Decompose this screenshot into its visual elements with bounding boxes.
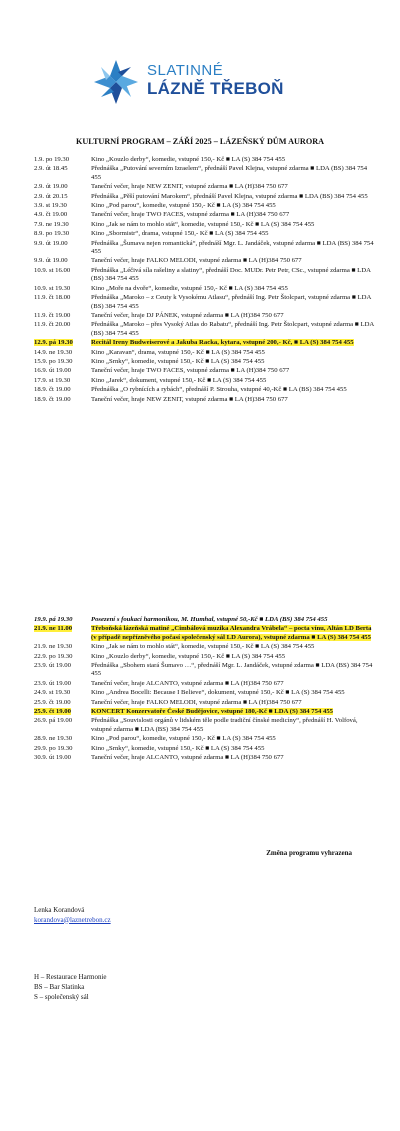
event-text: Taneční večer, hraje FALKO MELODI, vstupné zdarma ■ LA (H)384 750 677 [91,698,302,706]
event-text: Kino „Jak se nám to mohlo stát“, komedie, vstupné 150,- Kč ■ LA (S) 384 754 455 [91,220,315,228]
event-list-bottom [34,616,374,764]
event-date: 25.9. čt 19.00 [34,708,71,716]
event-row [34,680,374,688]
event-date: 1.9. po 19.30 [34,156,70,163]
event-text: Kino „Jarek“, dokument, vstupné 150,- Kč ■ LA (S) 384 754 455 [91,376,267,384]
event-date: 25.9. čt 19.00 [34,698,71,706]
event-row [34,625,374,642]
event-text: Přednáška „Sbohem stará Šumavo …“, přednáší Mgr. L. Jandáček, vstupné zdarma ■ LDA (BS) 384 754 455 [91,662,373,678]
event-date: 4.9. čt 19.00 [34,211,68,219]
event-date: 14.9. ne 19.30 [34,348,73,356]
contact-name: Lenka Korandová [34,906,85,914]
event-row [34,211,374,219]
event-date: 23.9. út 19.00 [34,662,71,670]
event-text: Taneční večer, hraje NEW ZENIT, vstupné zdarma ■ LA (H)384 750 677 [91,395,288,403]
event-row [34,257,374,265]
event-text: Posezení s foukací harmonikou, M. Humhal, vstupné 50,-Kč ■ LDA (BS) 384 754 455 [91,616,328,623]
event-text: Taneční večer, hraje TWO FACES, vstupné zdarma ■ LA (H)384 750 677 [91,211,290,219]
event-row [34,708,374,716]
event-row [34,396,374,404]
event-text: Přednáška „Souvislosti orgánů v lidském těle podle tradiční čínské medicíny“, přednáší H. Volfová, vstupné zdarma ■ LDA (BS) 384 754 455 [91,717,358,733]
event-text: Recitál Ireny Budweiserové a Jakuba Racka, kytara, vstupné 200,- Kč, ■ LA (S) 384 754 455 [91,339,354,347]
event-date: 26.9. pá 19.00 [34,717,73,725]
event-date: 11.9. čt 19.00 [34,311,71,319]
event-row [34,285,374,293]
event-date: 22.9. po 19.30 [34,652,73,660]
event-row [34,653,374,661]
event-row [34,367,374,375]
event-date: 23.9. út 19.00 [34,679,71,687]
event-text: Kino „Sbormistr“, drama, vstupné 150,- Kč ■ LA (S) 384 754 455 [91,230,269,238]
event-text: Taneční večer, hraje ALCANTO, vstupné zdarma ■ LA (H)384 750 677 [91,754,284,762]
event-text: Kino „Kouzlo derby“, komedie, vstupné 150,- Kč ■ LA (S) 384 754 455 [91,652,286,660]
event-row [34,267,374,284]
event-text: Taneční večer, hraje DJ PÁNEK, vstupné zdarma ■ LA (H)384 750 677 [91,311,284,319]
event-text: Kino „Pod parou“, komedie, vstupné 150,- Kč ■ LA (S) 384 754 455 [91,735,276,743]
contact-email-link[interactable]: korandova@laznetrebon.cz [34,915,111,924]
event-row [34,745,374,753]
event-text: Kino „Pod parou“, komedie, vstupné 150,- Kč ■ LA (S) 384 754 455 [91,202,276,210]
event-row [34,156,374,164]
event-text: Přednáška „Šumava nejen romantická“, přednáší Mgr. L. Jandáček, vstupné zdarma ■ LDA (BS) 384 754 455 [91,239,374,256]
event-row [34,754,374,762]
event-text: Přednáška „Pěší putování Marokem“, přednáší Pavel Klejna, vstupné zdarma ■ LDA (BS) 384 754 455 [91,192,368,200]
event-text: Kino „Srnky“, komedie, vstupné 150,- Kč ■ LA (S) 384 754 455 [91,744,265,752]
event-date: 21.9. ne 19.30 [34,643,73,651]
event-row [34,643,374,651]
program-change-note: Změna programu vyhrazena [266,849,352,857]
event-date: 7.9. ne 19.30 [34,220,69,228]
event-text: Přednáška „Maroko – z Ceuty k Vysokému Atlasu“, přednáší Ing. Petr Štolcpart, vstupné zdarma ■ LDA (BS) 384 754 455 [91,294,371,310]
event-row [34,221,374,229]
legend-item: H – Restaurace Harmonie [34,973,107,981]
event-row [34,717,374,734]
event-date: 17.9. st 19.30 [34,376,71,384]
event-text: Taneční večer, hraje TWO FACES, vstupné zdarma ■ LA (H)384 750 677 [91,367,290,375]
event-date: 12.9. pá 19.30 [34,339,73,347]
event-row [34,294,374,311]
event-text: Kino „Kouzlo derby“, komedie, vstupné 150,- Kč ■ LA (S) 384 754 455 [91,156,286,163]
event-date: 15.9. po 19.30 [34,357,73,365]
event-text: Taneční večer, hraje NEW ZENIT, vstupné zdarma ■ LA (H)384 750 677 [91,183,288,191]
event-date: 9.9. út 19.00 [34,257,68,265]
event-date: 29.9. po 19.30 [34,744,73,752]
legend-block [34,972,107,1002]
event-row [34,230,374,238]
event-text: Taneční večer, hraje ALCANTO, vstupné zdarma ■ LA (H)384 750 677 [91,679,284,687]
event-row [34,240,374,257]
event-row [34,349,374,357]
event-date: 10.9. st 19.30 [34,284,71,292]
event-date: 11.9. čt 20.00 [34,321,71,329]
event-row [34,202,374,210]
event-list-top [34,156,374,405]
event-date: 8.9. po 19.30 [34,230,70,238]
event-row [34,377,374,385]
event-date: 18.9. čt 19.00 [34,386,71,394]
event-row [34,339,374,347]
event-row [34,386,374,394]
event-text: Přednáška „Léčivá síla rašeliny a slatiny“, přednáší Doc. MUDr. Petr Petr, CSc., vstupné zdarma ■ LDA (BS) 384 754 455 [91,266,371,283]
event-date: 11.9. čt 18.00 [34,294,71,302]
event-date: 30.9. út 19.00 [34,754,71,762]
logo-mark-icon [92,58,140,106]
event-text: Přednáška „Putování severním Izraelem“, přednáší Pavel Klejna, vstupné zdarma ■ LDA (BS) 384 754 455 [91,165,368,181]
event-text: Kino „Jak se nám to mohlo stát“, komedie, vstupné 150,- Kč ■ LA (S) 384 754 455 [91,643,315,651]
event-text: Kino „Srnky“, komedie, vstupné 150,- Kč ■ LA (S) 384 754 455 [91,357,265,365]
event-text: Přednáška „Maroko – přes Vysoký Atlas do Rabatu“, přednáší Ing. Petr Štolcpart, vstupné zdarma ■ LDA (BS) 384 754 455 [91,321,374,337]
event-date: 16.9. út 19.00 [34,367,71,375]
event-text: Kino „Moře na dvoře“, komedie, vstupné 150,- Kč ■ LA (S) 384 754 455 [91,284,288,292]
event-row [34,616,374,624]
logo-text-bottom: LÁZNĚ TŘEBOŇ [147,79,284,98]
event-row [34,735,374,743]
event-date: 2.9. út 19.00 [34,183,68,191]
event-row [34,183,374,191]
event-row [34,312,374,320]
event-row [34,193,374,201]
legend-item: BS – Bar Slatinka [34,983,85,991]
event-date: 2.9. út 20.15 [34,192,68,200]
event-text: Kino „Andrea Bocelli: Because I Believe“, dokument, vstupné 150,- Kč ■ LA (S) 384 754 455 [91,689,345,697]
event-date: 10.9. st 16.00 [34,266,71,274]
event-text: Třeboňská lázeňská matiné „Cimbálová muzika Alexandra Vrábela“ – pocta vínu, Altán LD Berta (v případě nepřízněvého počasí společenský sál LD Aurora), vstupné zdarma ■ LA (S) 384 754 455 [91,625,372,641]
event-text: Přednáška „O rybnících a rybách“, přednáší P. Strouha, vstupné 40,-Kč ■ LA (BS) 384 754 455 [91,386,347,394]
event-row [34,689,374,697]
event-row [34,699,374,707]
event-date: 2.9. út 18.45 [34,165,68,173]
event-text: Taneční večer, hraje FALKO MELODI, vstupné zdarma ■ LA (H)384 750 677 [91,257,302,265]
event-row [34,321,374,338]
event-date: 24.9. st 19.30 [34,689,71,697]
event-row [34,165,374,182]
event-date: 9.9. út 19.00 [34,239,68,247]
event-date: 18.9. čt 19.00 [34,395,71,403]
event-text: Kino „Karavan“, drama, vstupné 150,- Kč ■ LA (S) 384 754 455 [91,348,265,356]
page-title: KULTURNÍ PROGRAM – ZÁŘÍ 2025 – LÁZEŇSKÝ DŮM AURORA [75,137,325,146]
event-date: 19.9. pá 19.30 [34,616,73,623]
event-text: KONCERT Konzervatoře České Budějovice, vstupné 180,-Kč ■ LDA (S) 384 754 455 [91,708,334,716]
event-row [34,358,374,366]
event-date: 3.9. st 19.30 [34,202,67,210]
contact-block [34,906,111,925]
legend-item: S – společenský sál [34,993,89,1001]
event-row [34,662,374,679]
event-date: 28.9. ne 19.30 [34,735,73,743]
event-date: 21.9. ne 11.00 [34,625,73,633]
logo [92,58,342,110]
logo-text-top: SLATINNÉ [147,62,224,79]
